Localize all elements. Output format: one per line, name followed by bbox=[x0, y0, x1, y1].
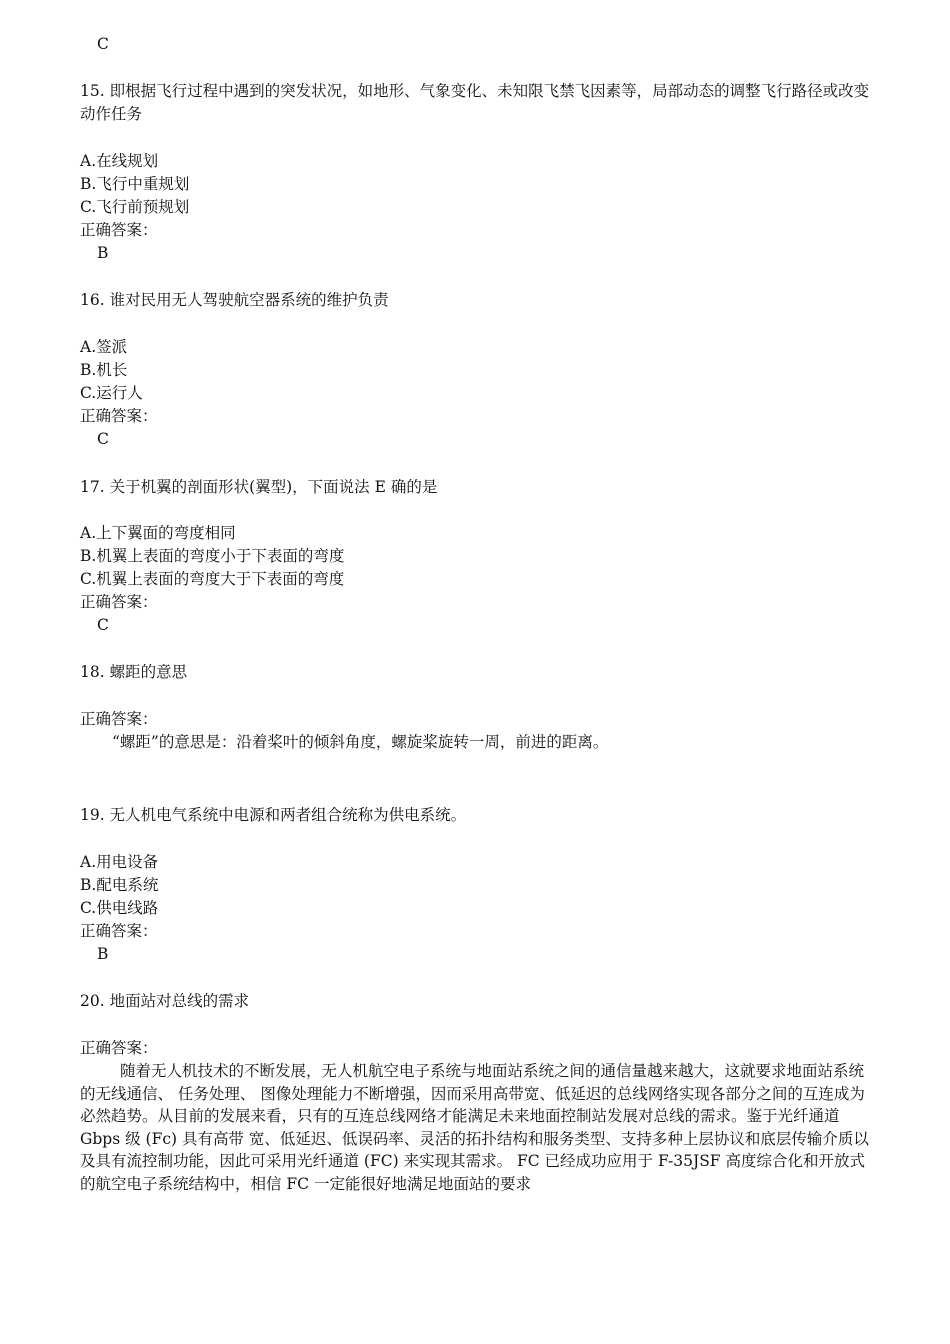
question-16-option-c: C.运行人 bbox=[80, 384, 143, 402]
question-19-option-c: C.供电线路 bbox=[80, 899, 159, 917]
question-17-option-c: C.机翼上表面的弯度大于下表面的弯度 bbox=[80, 570, 345, 588]
question-20-title: 20. 地面站对总线的需求 bbox=[80, 992, 250, 1010]
question-15-title: 15. 即根据飞行过程中遇到的突发状况，如地形、气象变化、未知限飞禁飞因素等，局部动态的调整飞行路径或改变动作任务 bbox=[80, 82, 870, 123]
question-19-option-a: A.用电设备 bbox=[80, 853, 159, 871]
question-20-answer-label: 正确答案： bbox=[80, 1039, 158, 1057]
prev-answer-value: C bbox=[97, 35, 109, 53]
question-16-answer-value: C bbox=[97, 430, 109, 448]
question-16-answer-label: 正确答案： bbox=[80, 407, 158, 425]
question-15-option-b: B.飞行中重规划 bbox=[80, 175, 190, 193]
question-19-answer-value: B bbox=[97, 945, 109, 963]
question-15-answer-value: B bbox=[97, 244, 109, 262]
question-18-answer-label: 正确答案： bbox=[80, 710, 158, 728]
question-19-option-b: B.配电系统 bbox=[80, 876, 159, 894]
question-17-title: 17. 关于机翼的剖面形状(翼型)，下面说法 E 确的是 bbox=[80, 478, 438, 496]
question-17-option-a: A.上下翼面的弯度相同 bbox=[80, 524, 236, 542]
question-17-answer-value: C bbox=[97, 616, 109, 634]
question-17-option-b: B.机翼上表面的弯度小于下表面的弯度 bbox=[80, 547, 345, 565]
question-19-title: 19. 无人机电气系统中电源和两者组合统称为供电系统。 bbox=[80, 806, 467, 824]
question-18-title: 18. 螺距的意思 bbox=[80, 663, 188, 681]
question-15-option-a: A.在线规划 bbox=[80, 152, 159, 170]
question-17-answer-label: 正确答案： bbox=[80, 593, 158, 611]
question-15-answer-label: 正确答案： bbox=[80, 221, 158, 239]
question-16-title: 16. 谁对民用无人驾驶航空器系统的维护负责 bbox=[80, 291, 389, 309]
question-15-option-c: C.飞行前预规划 bbox=[80, 198, 190, 216]
question-18-answer-text: “螺距”的意思是：沿着桨叶的倾斜角度，螺旋桨旋转一周，前进的距离。 bbox=[112, 733, 609, 751]
question-16-option-b: B.机长 bbox=[80, 361, 128, 379]
question-19-answer-label: 正确答案： bbox=[80, 922, 158, 940]
question-20-answer-body: 随着无人机技术的不断发展，无人机航空电子系统与地面站系统之间的通信量越来越大，这就要求地面站系统的无线通信、 任务处理、 图像处理能力不断增强，因而采用高带宽、低延迟的总线网络实现各部分之间的互连成为必然趋势。从目前的发展来看，只有的互连总线网络才能满足未来地面控制站发展对总线的需求。鉴于光纤通道 Gbps 级 (Fc) 具有高带 宽、低延迟、低误码率、灵活的拓扑结构和服务类型、支持多种上层协议和底层传输介质以 及具有流控制功能，因此可采用光纤通道 (FC) 来实现其需求。 FC 已经成功应用于 F-35JSF 高度综合化和开放式的航空电子系统结构中，相信 FC 一定能很好地满足地面站的要求 bbox=[80, 1062, 869, 1193]
question-20-answer-text bbox=[80, 1060, 870, 1196]
question-16-option-a: A.签派 bbox=[80, 338, 128, 356]
